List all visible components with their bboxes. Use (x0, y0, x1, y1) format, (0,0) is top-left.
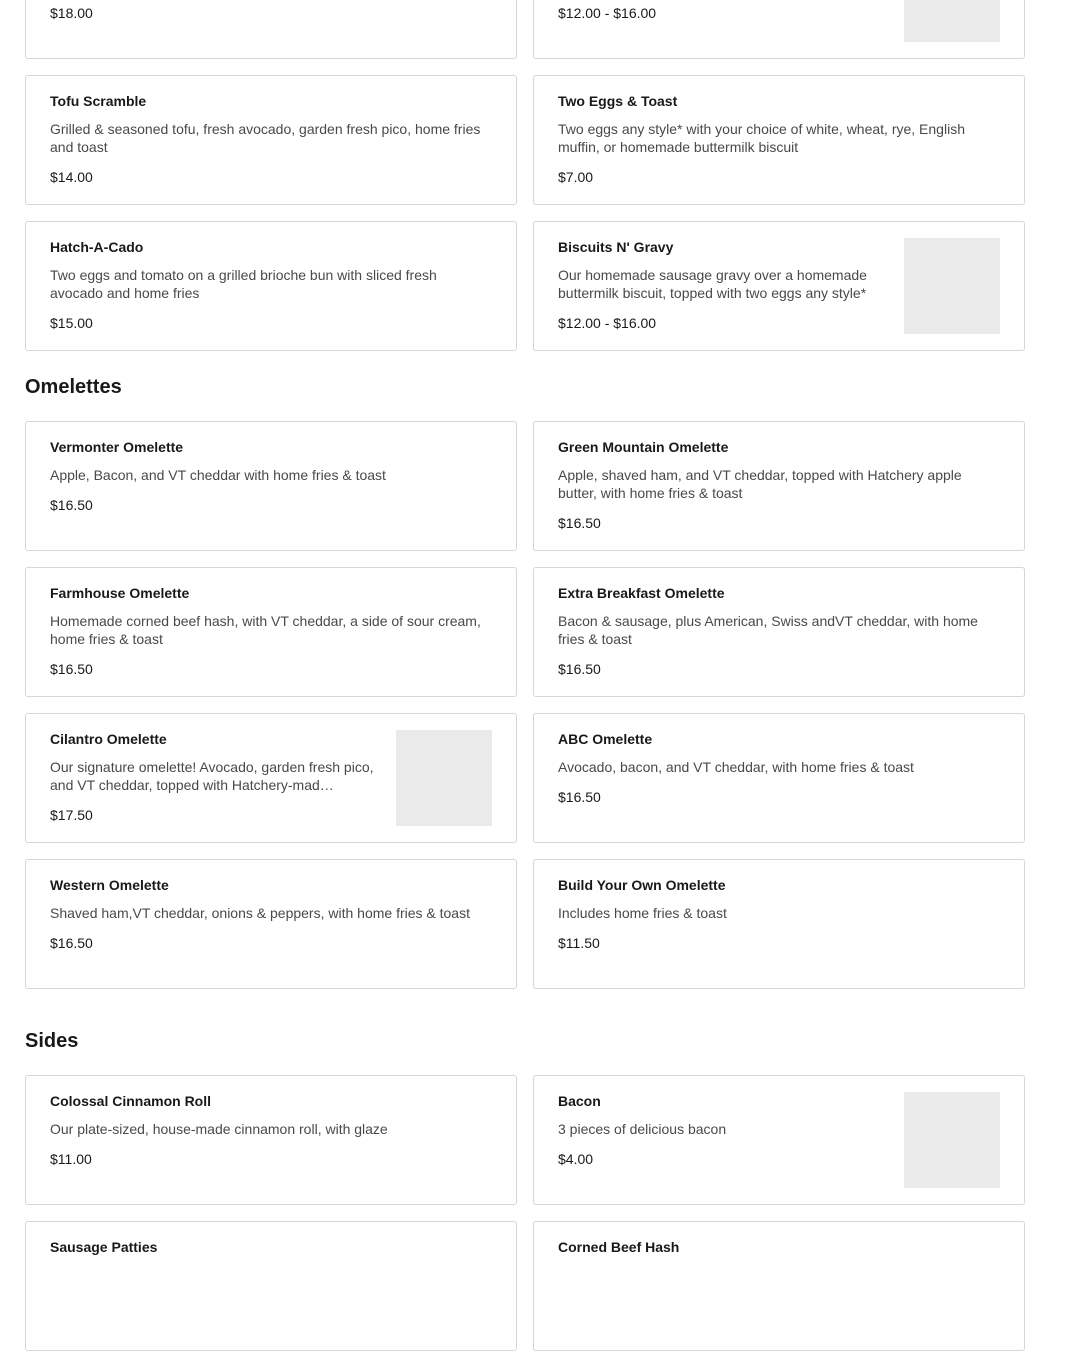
menu-item-card[interactable] (533, 713, 1025, 843)
menu-item-description: Bacon & sausage, plus American, Swiss andVT cheddar, with home fries & toast (558, 613, 978, 647)
menu-item-card[interactable] (533, 221, 1025, 351)
menu-item-description: Two eggs any style* with your choice of white, wheat, rye, English muffin, or homemade buttermilk biscuit (558, 121, 965, 155)
menu-item-name: Extra Breakfast Omelette (558, 585, 725, 601)
menu-item-name: Biscuits N' Gravy (558, 239, 674, 255)
menu-item-card[interactable] (533, 1075, 1025, 1205)
menu-item-description: Homemade corned beef hash, with VT cheddar, a side of sour cream, home fries & toast (50, 613, 481, 647)
menu-item-card[interactable] (25, 75, 517, 205)
menu-item-description: Avocado, bacon, and VT cheddar, with home fries & toast (558, 759, 914, 775)
menu-item-card[interactable] (25, 221, 517, 351)
breakfast-items-grid (25, 0, 1025, 351)
menu-item-card[interactable] (533, 421, 1025, 551)
menu-item-image-placeholder (904, 238, 1000, 334)
menu-item-description: 3 pieces of delicious bacon (558, 1121, 727, 1137)
section-title-sides: Sides (25, 1030, 79, 1052)
menu-item-card[interactable] (533, 75, 1025, 205)
section-title-omelettes: Omelettes (25, 376, 122, 398)
menu-item-price: $16.50 (558, 661, 601, 677)
menu-item-card[interactable] (533, 0, 1025, 59)
menu-item-name: Two Eggs & Toast (558, 93, 678, 109)
menu-item-card[interactable] (25, 713, 517, 843)
menu-item-description: Our signature omelette! Avocado, garden fresh pico, and VT cheddar, topped with Hatchery-mad… (50, 759, 374, 793)
menu-item-image-placeholder (396, 730, 492, 826)
menu-item-card[interactable] (25, 421, 517, 551)
menu-item-name: Cilantro Omelette (50, 731, 167, 747)
menu-item-name: Bacon (558, 1093, 601, 1109)
menu-item-price: $16.50 (50, 935, 93, 951)
menu-item-name: Farmhouse Omelette (50, 585, 190, 601)
menu-item-card[interactable] (25, 567, 517, 697)
menu-item-name: Vermonter Omelette (50, 439, 184, 455)
menu-item-name: Tofu Scramble (50, 93, 147, 109)
menu-item-description: Our homemade sausage gravy over a homemade buttermilk biscuit, topped with two eggs any style* (558, 267, 867, 301)
menu-item-price: $12.00 - $16.00 (558, 315, 657, 331)
menu-item-price: $12.00 - $16.00 (558, 5, 657, 21)
menu-item-card[interactable] (25, 1221, 517, 1351)
menu-item-card[interactable] (25, 0, 517, 59)
menu-item-card[interactable] (533, 859, 1025, 989)
menu-item-price: $17.50 (50, 807, 93, 823)
menu-item-description: Shaved ham,VT cheddar, onions & peppers, with home fries & toast (50, 905, 470, 921)
menu-item-card[interactable] (533, 567, 1025, 697)
menu-item-card[interactable] (533, 1221, 1025, 1351)
menu-item-description: Apple, shaved ham, and VT cheddar, topped with Hatchery apple butter, with home fries & toast (558, 467, 962, 501)
menu-item-description: Two eggs and tomato on a grilled brioche bun with sliced fresh avocado and home fries (50, 267, 437, 301)
menu-item-name: Hatch-A-Cado (50, 239, 144, 255)
menu-item-price: $16.50 (50, 497, 93, 513)
menu-item-price: $16.50 (558, 789, 601, 805)
menu-item-description: Apple, Bacon, and VT cheddar with home fries & toast (50, 467, 386, 483)
menu-item-description: Includes home fries & toast (558, 905, 727, 921)
menu-item-card[interactable] (25, 1075, 517, 1205)
menu-item-price: $14.00 (50, 169, 93, 185)
menu-item-description: Grilled & seasoned tofu, fresh avocado, garden fresh pico, home fries and toast (50, 121, 481, 155)
menu-item-price: $4.00 (558, 1151, 594, 1167)
menu-item-card[interactable] (25, 859, 517, 989)
menu-item-name: Western Omelette (50, 877, 169, 893)
menu-item-name: Sausage Patties (50, 1239, 158, 1255)
menu-item-description: Our plate-sized, house-made cinnamon roll, with glaze (50, 1121, 388, 1137)
menu-item-price: $11.50 (558, 935, 600, 951)
menu-item-name: Colossal Cinnamon Roll (50, 1093, 212, 1109)
menu-item-price: $7.00 (558, 169, 594, 185)
menu-item-price: $16.50 (558, 515, 601, 531)
omelettes-items-grid (25, 421, 1025, 989)
menu-item-name: Green Mountain Omelette (558, 439, 729, 455)
menu-item-price: $18.00 (50, 5, 93, 21)
menu-item-price: $15.00 (50, 315, 93, 331)
menu-item-name: ABC Omelette (558, 731, 653, 747)
menu-item-image-placeholder (904, 1092, 1000, 1188)
sides-items-grid (25, 1075, 1025, 1351)
menu-item-image-placeholder (904, 0, 1000, 42)
menu-item-price: $16.50 (50, 661, 93, 677)
menu-item-name: Corned Beef Hash (558, 1239, 680, 1255)
menu-item-price: $11.00 (50, 1151, 92, 1167)
menu-item-name: Build Your Own Omelette (558, 877, 726, 893)
